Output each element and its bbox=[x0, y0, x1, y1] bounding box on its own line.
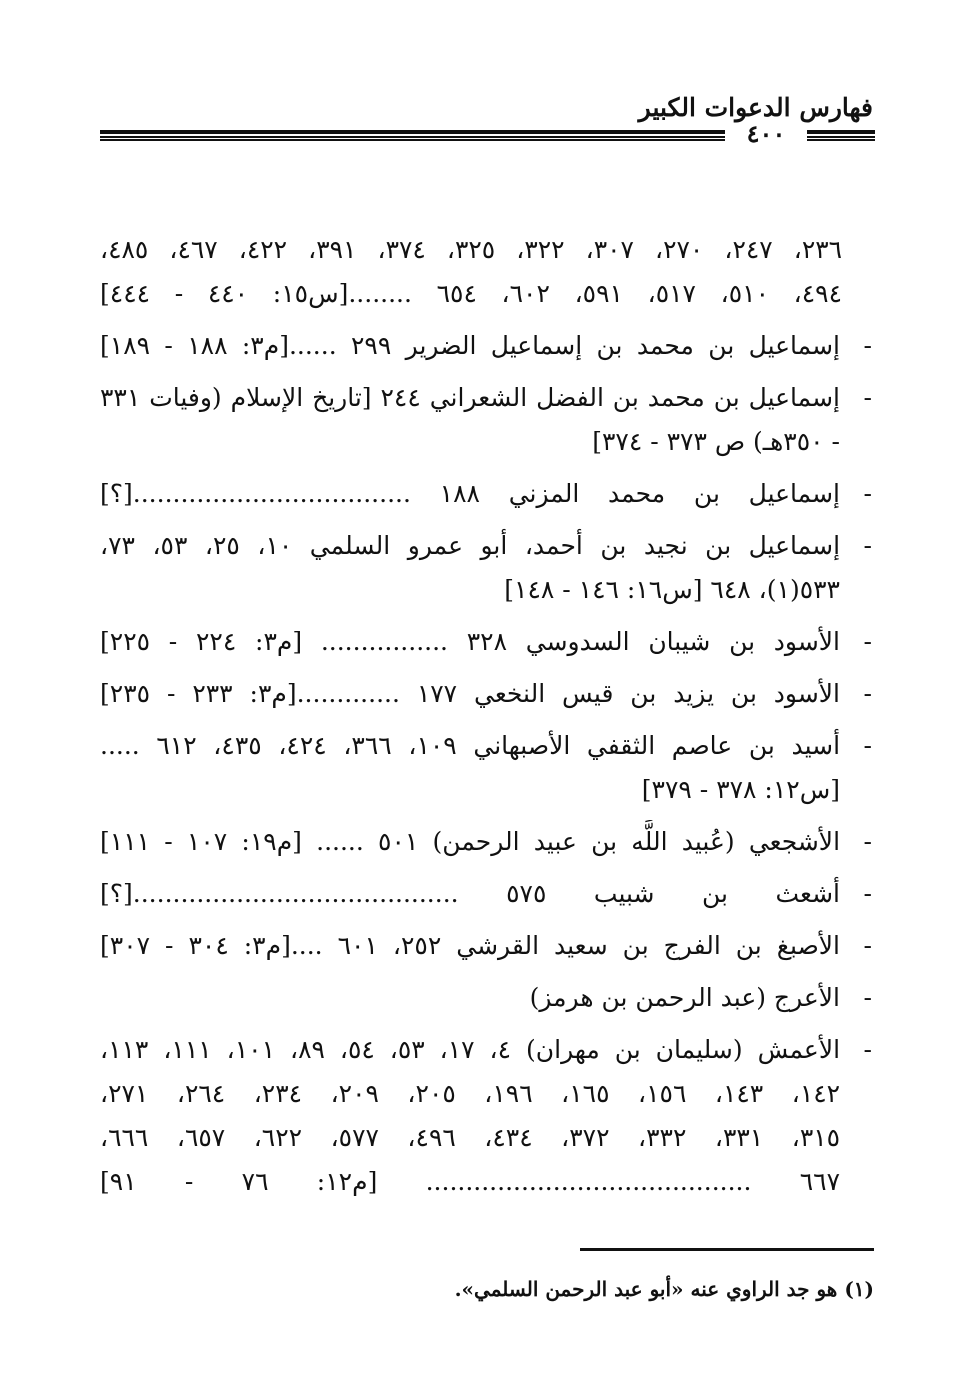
index-entry bbox=[100, 620, 872, 664]
entry-line: الأسود بن يزيد بن قيس النخعي ١٧٧ .............[م٣: ٢٣٣ - ٢٣٥] bbox=[100, 679, 840, 708]
index-entry bbox=[100, 472, 872, 516]
index-entry bbox=[100, 820, 872, 864]
index-entry bbox=[100, 376, 872, 464]
entry-dash: - bbox=[863, 479, 872, 508]
entry-line: الأصبغ بن الفرج بن سعيد القرشي ٢٥٢، ٦٠١ ....[م٣: ٣٠٤ - ٣٠٧] bbox=[100, 931, 840, 960]
entry-line: ٦٦٧ ......................................... [م١٢: ٧٦ - ٩١] bbox=[100, 1167, 840, 1196]
entry-dash: - bbox=[863, 331, 872, 360]
entry-dash: - bbox=[863, 879, 872, 908]
index-entry bbox=[100, 976, 872, 1020]
entry-dash: - bbox=[863, 679, 872, 708]
entry-dash: - bbox=[863, 731, 872, 760]
entry-dash: - bbox=[863, 827, 872, 856]
entry-line: إسماعيل بن محمد بن الفضل الشعراني ٢٤٤ [تاريخ الإسلام (وفيات ٣٣١ bbox=[100, 383, 840, 412]
entry-dash: - bbox=[863, 383, 872, 412]
entry-dash: - bbox=[863, 1035, 872, 1064]
index-entry bbox=[100, 672, 872, 716]
running-title: فهارس الدعوات الكبير bbox=[638, 93, 873, 122]
entry-line: الأعمش (سليمان بن مهران) ٤، ١٧، ٥٣، ٥٤، ٨٩، ١٠١، ١١١، ١١٣، bbox=[100, 1035, 840, 1064]
entry-line: ٥٣٣(١)، ٦٤٨ [س١٦: ١٤٦ - ١٤٨] bbox=[504, 575, 840, 604]
entry-line: ١٤٢، ١٤٣، ١٥٦، ١٦٥، ١٩٦، ٢٠٥، ٢٠٩، ٢٣٤، ٢٦٤، ٢٧١، bbox=[100, 1079, 840, 1108]
index-entry bbox=[100, 872, 872, 916]
entry-line: ٤٩٤، ٥١٠، ٥١٧، ٥٩١، ٦٠٢، ٦٥٤ ........[س١٥: ٤٤٠ - ٤٤٤] bbox=[100, 279, 842, 308]
entry-line: ٢٣٦، ٢٤٧، ٢٧٠، ٣٠٧، ٣٢٢، ٣٢٥، ٣٧٤، ٣٩١، ٤٢٢، ٤٦٧، ٤٨٥، bbox=[100, 235, 842, 264]
page-header bbox=[100, 90, 875, 160]
entry-line: أسيد بن عاصم الثقفي الأصبهاني ١٠٩، ٣٦٦، ٤٢٤، ٤٣٥، ٦١٢ ..... bbox=[100, 731, 840, 760]
index-entry bbox=[100, 524, 872, 612]
entry-line: الأشجعي (عُبيد اللَّه بن عبيد الرحمن) ٥٠١ ...... [م١٩: ١٠٧ - ١١١] bbox=[100, 827, 840, 856]
entry-line: أشعث بن شبيب ٥٧٥ .........................................[؟] bbox=[100, 879, 840, 908]
index-entries bbox=[100, 228, 872, 1204]
entry-line: [س١٢: ٣٧٨ - ٣٧٩] bbox=[641, 775, 840, 804]
entry-line: إسماعيل بن محمد بن إسماعيل الضرير ٢٩٩ ......[م٣: ١٨٨ - ١٨٩] bbox=[100, 331, 840, 360]
entry-dash: - bbox=[863, 627, 872, 656]
index-entry bbox=[100, 724, 872, 812]
header-rule-short bbox=[807, 130, 875, 141]
entry-dash: - bbox=[863, 983, 872, 1012]
page-number: ٤٠٠ bbox=[746, 119, 786, 148]
entry-line: إسماعيل بن نجيد بن أحمد، أبو عمرو السلمي ١٠، ٢٥، ٥٣، ٧٣، bbox=[100, 531, 840, 560]
entry-dash: - bbox=[863, 931, 872, 960]
entry-line: الأعرج (عبد الرحمن بن هرمز) bbox=[529, 983, 840, 1012]
footnote: (١) هو جد الراوي عنه «أبو عبد الرحمن السلمي». bbox=[454, 1277, 874, 1301]
index-entry bbox=[100, 924, 872, 968]
footnote-rule bbox=[580, 1248, 874, 1251]
entry-line: - ٣٥٠هـ) ص ٣٧٣ - ٣٧٤] bbox=[592, 427, 840, 456]
index-entry bbox=[100, 324, 872, 368]
index-entry bbox=[100, 228, 842, 316]
entry-dash: - bbox=[863, 531, 872, 560]
entry-line: الأسود بن شيبان السدوسي ٣٢٨ ................ [م٣: ٢٢٤ - ٢٢٥] bbox=[100, 627, 840, 656]
index-entry bbox=[100, 1028, 872, 1204]
entry-line: إسماعيل بن محمد المزني ١٨٨ ...................................[؟] bbox=[100, 479, 840, 508]
header-rule-long bbox=[100, 130, 725, 141]
entry-line: ٣١٥، ٣٣١، ٣٣٢، ٣٧٢، ٤٣٤، ٤٩٦، ٥٧٧، ٦٢٢، ٦٥٧، ٦٦٦، bbox=[100, 1123, 840, 1152]
